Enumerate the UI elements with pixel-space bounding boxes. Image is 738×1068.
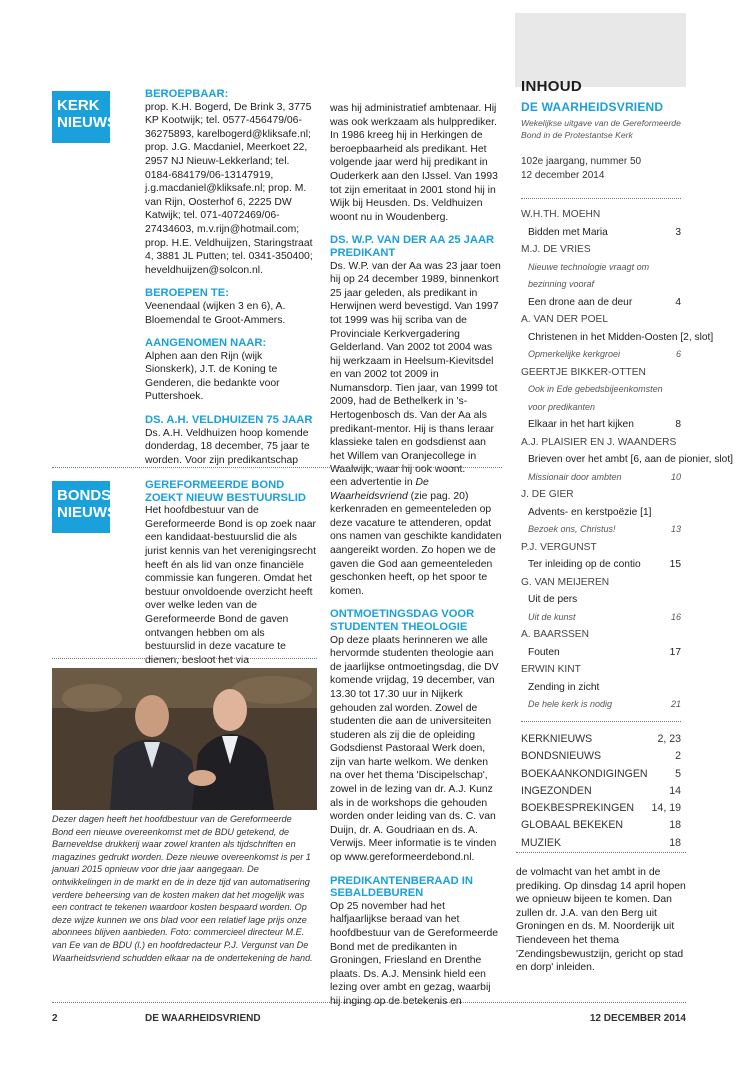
section-heading: ONTMOETINGSDAG VOOR STUDENTEN THEOLOGIE bbox=[330, 608, 475, 633]
bonds-tag-line1: BONDS bbox=[57, 487, 112, 504]
toc-text: Ter inleiding op de contio bbox=[528, 559, 641, 570]
magazine-name: De Waarheidsvriend bbox=[330, 477, 429, 502]
index-page: 2, 23 bbox=[657, 733, 681, 745]
van-der-aa-section bbox=[330, 234, 502, 477]
toc-text: Missionair door ambten bbox=[528, 471, 622, 482]
toc-entry bbox=[521, 329, 714, 347]
toc-author bbox=[521, 486, 681, 504]
index-row bbox=[521, 748, 681, 765]
toc-text: A. VAN DER POEL bbox=[521, 314, 608, 325]
section-text: Veenendaal (wijken 3 en 6), A. Bloemendal te Groot-Ammers. bbox=[145, 300, 286, 326]
section-text: Het hoofdbestuur van de Gereformeerde Bond is op zoek naar een kandidaat-bestuurslid die als jurist kennis van het verenigingsrecht heeft én als lid van onze financiële commissie kan fungeren. Omdat het bestuur onvoldoende overzicht heeft over welke leden van de Gereformeerde Bond de gaven ontvangen hebben om als bestuurslid in deze vacature te dienen, besloot het via bbox=[145, 505, 316, 666]
kerk-tag-line2: NIEUWS bbox=[57, 114, 117, 131]
index-row bbox=[521, 800, 681, 817]
section-text: prop. K.H. Bogerd, De Brink 3, 3775 KP Kootwijk; tel. 0577-456479/06-36275893, karelbogerd@kliksafe.nl; prop. J.G. Macdaniel, Meerkoet 22, 2957 NJ Nieuw-Lekkerland; tel. 0184-684179/06-13147919, j.g.macdaniel@kliksafe.nl; prop. M. van Rijn, Oosterhof 6, 2225 DW Katwijk; tel. 071-4072469/06-27434603, m.v.rijn@hotmail.com; prop. H.E. Veldhuijzen, Staringstraat 4, 3881 JL Putten; tel. 0341-350400; heveldhuijzen@solcon.nl. bbox=[145, 101, 313, 276]
bonds-column-1 bbox=[145, 479, 317, 667]
divider bbox=[52, 467, 502, 468]
index-label: GLOBAAL BEKEKEN bbox=[521, 819, 624, 832]
toc-text: Elkaar in het hart kijken bbox=[528, 419, 634, 430]
toc-author bbox=[521, 206, 681, 224]
section-text: Ds. W.P. van der Aa was 23 jaar toen hij op 24 december 1989, binnenkort 25 jaar geleden, als predikant in Herwijnen werd bevestigd. Van 1997 tot 1999 was hij scriba van de Provinciale Kerkvergadering Gelderland. Van 2002 tot 2004 was hij werkzaam in Heelsum-Kievitsdel en van 2002 tot 2009 in Numansdorp. Tien jaar, van 1999 tot 2009, had de Bethelkerk in 's-Hertogenbosch ds. Van der Aa als predikant-mentor. Hij is thans leraar klassieke talen en godsdienst aan het Willem van Oranjecollege in Waalwijk, waar hij ook woont. bbox=[330, 260, 501, 476]
toc-text: Advents- en kerstpoëzie [1] bbox=[528, 506, 652, 518]
toc-page: 10 bbox=[670, 471, 681, 482]
page-number: 2 bbox=[52, 1013, 58, 1024]
toc-author bbox=[521, 539, 681, 557]
toc-page: 17 bbox=[669, 646, 681, 658]
kerk-tag-line1: KERK bbox=[57, 97, 100, 114]
footer-divider bbox=[52, 1002, 686, 1003]
index-page: 18 bbox=[669, 836, 681, 849]
toc-entry bbox=[521, 259, 681, 294]
toc-author bbox=[521, 626, 681, 644]
kerk-column-2 bbox=[330, 102, 502, 477]
studenten-section bbox=[330, 608, 502, 864]
index-page: 2 bbox=[675, 750, 681, 763]
text-part: (zie pag. 20) kerkenraden en gemeenteleden op deze vacature te attenderen, opdat ons namen van geschikte kandidaten aangereikt worden. Zo hopen we de gaven die God aan gemeenteleden geschonken heeft, op het spoor te komen. bbox=[330, 490, 502, 597]
toc-entry bbox=[521, 521, 681, 539]
toc-page: 8 bbox=[675, 419, 681, 430]
toc-entry bbox=[521, 696, 681, 714]
divider bbox=[516, 852, 686, 853]
toc-text: M.J. DE VRIES bbox=[521, 244, 591, 255]
index-row bbox=[521, 766, 681, 783]
toc-text: J. DE GIER bbox=[521, 489, 574, 500]
section-heading: AANGENOMEN NAAR: bbox=[145, 337, 267, 350]
toc-text: ERWIN KINT bbox=[521, 664, 581, 675]
toc-text: W.H.TH. MOEHN bbox=[521, 209, 601, 220]
magazine-name: DE WAARHEIDSVRIEND bbox=[521, 100, 664, 114]
index-label: BOEKBESPREKINGEN bbox=[521, 802, 635, 815]
toc-text: P.J. VERGUNST bbox=[521, 541, 597, 553]
issue-date: 12 december 2014 bbox=[521, 170, 605, 181]
toc-page: 4 bbox=[675, 296, 681, 308]
aangenomen-section bbox=[145, 337, 317, 404]
divider bbox=[52, 658, 317, 659]
toc-title: INHOUD bbox=[521, 78, 582, 95]
section-heading: GEREFORMEERDE BOND ZOEKT NIEUW BESTUURSLID bbox=[145, 479, 306, 504]
toc-text: GEERTJE BIKKER-OTTEN bbox=[521, 366, 646, 378]
veldhuizen-continued: was hij administratief ambtenaar. Hij was ook werkzaam als hulpprediker. In 1986 kreeg hij in Herkingen de beroepbaarheid als predikant. Het volgende jaar werd hij predikant in Ouderkerk aan den IJssel. Van 1993 tot zijn emeritaat in 2001 stond hij in Wijk bij Heusden. Ds. Veldhuizen woont nu in Woudenberg. bbox=[330, 103, 498, 223]
index-label: INGEZONDEN bbox=[521, 784, 592, 797]
index-row bbox=[521, 731, 681, 748]
beraad-continued-column bbox=[516, 866, 686, 975]
section-text: Alphen aan den Rijn (wijk Sionskerk), J.T. de Koning te Genderen, die bedankte voor Puttershoek. bbox=[145, 350, 280, 403]
section-text: Op 25 november had het halfjaarlijkse beraad van het hoofdbestuur van de Gereformeerde Bond met de predikanten in Groningen, Friesland en Drenthe plaats. Ds. A.J. Mensink hield een lezing over ambt en gezag, waarbij hij inging op de betekenis en bbox=[330, 900, 499, 1007]
toc-text: A.J. PLAISIER EN J. WAANDERS bbox=[521, 436, 677, 448]
toc-page: 21 bbox=[670, 699, 681, 709]
index-label: BOEKAANKONDIGINGEN bbox=[521, 767, 648, 780]
bonds-column-2 bbox=[330, 476, 502, 1009]
toc-author bbox=[521, 434, 681, 452]
toc-text: Uit de pers bbox=[528, 594, 578, 605]
footer-date: 12 DECEMBER 2014 bbox=[589, 1013, 686, 1024]
toc-entry bbox=[521, 609, 681, 627]
toc-entry bbox=[521, 224, 681, 242]
toc-text: Uit de kunst bbox=[528, 611, 576, 622]
index-page: 14, 19 bbox=[651, 802, 681, 815]
index-page: 14 bbox=[669, 784, 681, 797]
toc-page: 13 bbox=[670, 524, 681, 534]
kerk-column-1 bbox=[145, 88, 317, 467]
text-part: een advertentie in bbox=[330, 477, 416, 488]
toc-text: G. VAN MEIJEREN bbox=[521, 576, 610, 588]
bonds-tag-line2: NIEUWS bbox=[57, 504, 117, 521]
photo-illustration bbox=[52, 668, 317, 810]
table-of-contents bbox=[521, 206, 734, 714]
footer-magazine: DE WAARHEIDSVRIEND bbox=[145, 1013, 261, 1024]
toc-author bbox=[521, 364, 681, 382]
index-row bbox=[521, 835, 681, 852]
toc-text: De hele kerk is nodig bbox=[528, 699, 613, 709]
toc-author bbox=[521, 241, 681, 259]
photo-caption: Dezer dagen heeft het hoofdbestuur van de Gereformeerde Bond een nieuwe overeenkomst met de BDU getekend, de Barneveldse drukkerij waar zowel kranten als tijdschriften en magazines gedrukt worden. Deze nieuwe overeenkomst is per 1 januari 2015 opnieuw voor drie jaar aangegaan. De ontwikkelingen in de markt en de in deze tijd van automatisering verdere beheersing van de kosten maken dat het mogelijk was een contract te tekenen waardoor kosten bespaard worden. Op deze wijze kunnen we ons blad voor een relatief lage prijs onze abonnees blijven aanbieden. Foto: commercieel directeur M.E. van Ee van de BDU (l.) en hoofdredacteur P.J. Vergunst van De Waarheidsvriend schudden elkaar na de ondertekening de hand. bbox=[52, 814, 313, 963]
index-row bbox=[521, 817, 681, 834]
toc-page: 6 bbox=[675, 349, 681, 359]
toc-text: Christenen in het Midden-Oosten [2, slot] bbox=[528, 331, 714, 343]
bonds-nieuws-tag bbox=[52, 481, 117, 533]
issue-volume: 102e jaargang, nummer 50 bbox=[521, 156, 642, 167]
index-label: MUZIEK bbox=[521, 836, 562, 849]
photo-handshake bbox=[52, 668, 317, 810]
divider bbox=[521, 721, 681, 722]
toc-entry bbox=[521, 591, 681, 609]
section-heading: DS. A.H. VELDHUIZEN 75 JAAR bbox=[145, 414, 313, 427]
toc-text: Bezoek ons, Christus! bbox=[528, 524, 616, 534]
toc-text: Opmerkelijke kerkgroei bbox=[528, 349, 621, 359]
toc-entry bbox=[521, 294, 681, 312]
toc-text: Een drone aan de deur bbox=[528, 296, 633, 308]
toc-entry bbox=[521, 556, 681, 574]
section-heading: PREDIKANTENBERAAD IN SEBALDEBUREN bbox=[330, 874, 473, 900]
index-label: KERKNIEUWS bbox=[521, 733, 593, 745]
toc-text: Bidden met Maria bbox=[528, 226, 608, 238]
toc-author bbox=[521, 311, 681, 329]
toc-entry bbox=[521, 346, 681, 364]
divider bbox=[521, 198, 681, 199]
beroepbaar-section bbox=[145, 88, 317, 277]
section-text: Op deze plaats herinneren we alle hervormde studenten theologie aan de jaarlijkse ontmoetingsdag, die DV komende vrijdag, 19 december, van 13.30 tot 17.30 uur in Nijkerk gehouden zal worden. Zowel de studenten die aan de universiteiten studeren als zij die de opleiding Godsdienst Pastoraal Werk doen, zijn van harte welkom. We denken na over het thema 'Discipelschap', zowel in de lezing van dr. A.J. Kunz als in de workshops die gehouden worden onder leiding van ds. C. van Duijn, dr. A. Goudriaan en ds. A. Verwijs. Meer informatie is te vinden op www.gereformeerdebond.nl. bbox=[330, 634, 499, 864]
magazine-subtitle: Wekelijkse uitgave van de Gereformeerde Bond in de Protestantse Kerk bbox=[521, 118, 681, 140]
section-text: Ds. A.H. Veldhuizen hoop komende donderdag, 18 december, 75 jaar te worden. Voor zijn predikantschap bbox=[145, 427, 310, 466]
toc-entry bbox=[521, 416, 681, 434]
toc-author bbox=[521, 661, 681, 679]
toc-page: 15 bbox=[669, 559, 681, 570]
toc-text: Nieuwe technologie vraagt om bezinning vooraf bbox=[528, 261, 650, 289]
beroepen-section bbox=[145, 287, 317, 327]
section-heading: DS. W.P. VAN DER AA 25 JAAR PREDIKANT bbox=[330, 234, 495, 259]
toc-entry bbox=[521, 504, 681, 522]
toc-entry bbox=[521, 381, 681, 416]
predikantenberaad-section bbox=[330, 875, 502, 1009]
toc-text: A. BAARSSEN bbox=[521, 629, 589, 640]
toc-entry bbox=[521, 644, 681, 662]
section-heading: BEROEPBAAR: bbox=[145, 88, 229, 100]
toc-entry bbox=[521, 679, 681, 697]
issue-info bbox=[521, 155, 641, 183]
index-page: 18 bbox=[669, 819, 681, 832]
kerk-nieuws-tag bbox=[52, 91, 117, 143]
section-index bbox=[521, 731, 681, 852]
toc-page: 3 bbox=[675, 226, 681, 238]
index-label: BONDSNIEUWS bbox=[521, 750, 602, 763]
veldhuizen-section bbox=[145, 414, 317, 467]
bestuurslid-continued bbox=[330, 476, 502, 598]
toc-page: 16 bbox=[670, 611, 681, 622]
toc-text: Ook in Ede gebedsbijeenkomsten voor predikanten bbox=[528, 384, 663, 412]
toc-entry bbox=[521, 451, 734, 469]
toc-entry bbox=[521, 469, 681, 487]
toc-author bbox=[521, 574, 681, 592]
index-page: 5 bbox=[675, 767, 681, 780]
toc-text: Fouten bbox=[528, 646, 560, 658]
section-heading: BEROEPEN TE: bbox=[145, 287, 229, 300]
toc-text: Zending in zicht bbox=[528, 681, 600, 693]
toc-text: Brieven over het ambt [6, aan de pionier, slot] bbox=[528, 454, 734, 465]
index-row bbox=[521, 783, 681, 800]
sidebar-header-bg bbox=[515, 13, 686, 87]
beraad-continued: de volmacht van het ambt in de prediking. Op dinsdag 14 april hopen we opnieuw bijeen te komen. Dan zullen dr. J.A. van den Berg uit Groningen en ds. M. Noorderijk uit Tiendeveen het thema 'Zendingsbewustzijn, gericht op stad en dorp' inleiden. bbox=[516, 867, 686, 974]
